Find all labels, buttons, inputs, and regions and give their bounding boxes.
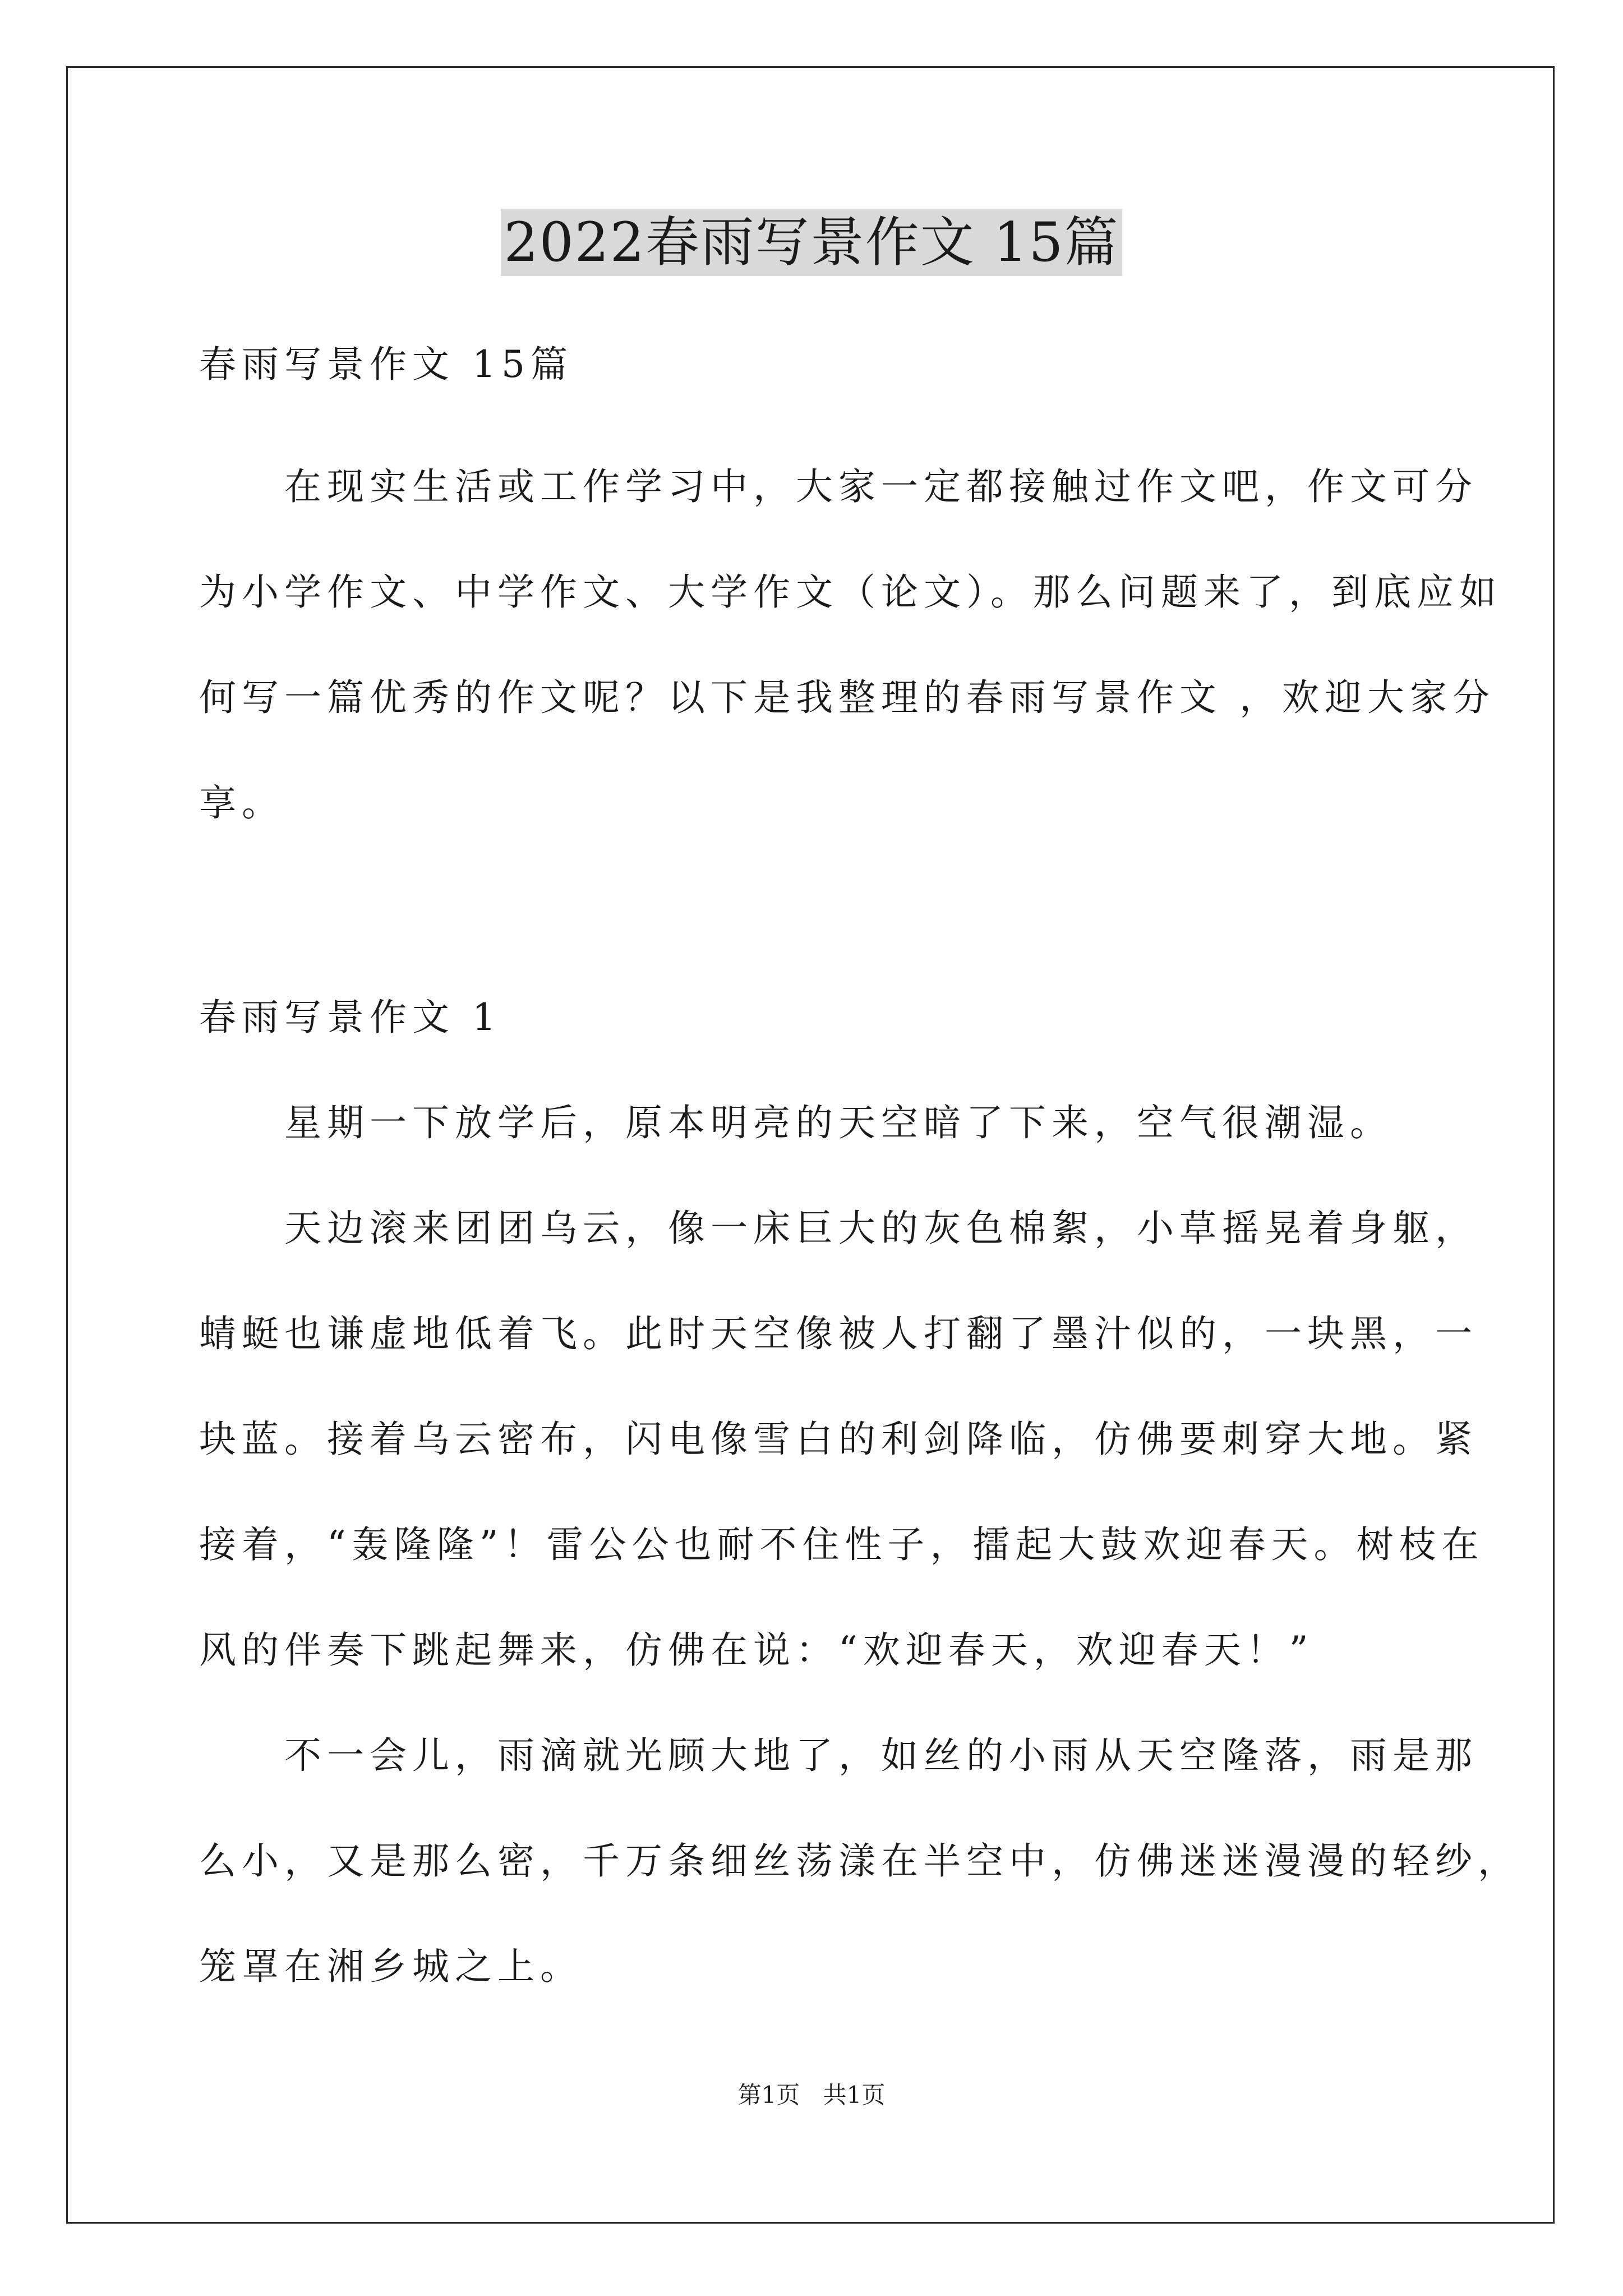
subtitle: 春雨写景作文 15篇 <box>199 343 573 386</box>
intro-line: 为小学作文、中学作文、大学作文（论文）。那么问题来了，到底应如 <box>199 570 1502 614</box>
body-line: 接着，“轰隆隆”！雷公公也耐不住性子，擂起大鼓欢迎春天。树枝在 <box>199 1523 1484 1566</box>
section-heading: 春雨写景作文 1 <box>199 996 501 1039</box>
page-number-total: 共1页 <box>823 2081 886 2109</box>
intro-line: 在现实生活或工作学习中，大家一定都接触过作文吧，作文可分 <box>199 465 1478 508</box>
body-line: 星期一下放学后，原本明亮的天空暗了下来，空气很潮湿。 <box>199 1101 1393 1144</box>
body-line: 天边滚来团团乌云，像一床巨大的灰色棉絮，小草摇晃着身躯， <box>199 1207 1478 1250</box>
subtitle-block <box>199 312 1450 417</box>
document-title <box>0 203 1623 282</box>
body-line: 风的伴奏下跳起舞来，仿佛在说：“欢迎春天，欢迎春天！” <box>199 1628 1314 1672</box>
intro-line: 享。 <box>199 781 284 825</box>
page-number-current: 第1页 <box>737 2081 800 2109</box>
intro-line: 何写一篇优秀的作文呢？以下是我整理的春雨写景作文 ，欢迎大家分 <box>199 676 1495 719</box>
body-line: 笼罩在湘乡城之上。 <box>199 1945 583 1988</box>
page-footer <box>0 2078 1623 2112</box>
body-line: 块蓝。接着乌云密布，闪电像雪白的利剑降临，仿佛要刺穿大地。紧 <box>199 1418 1478 1461</box>
body-line: 不一会儿，雨滴就光顾大地了，如丝的小雨从天空隆落，雨是那 <box>199 1734 1478 1777</box>
section-heading-block <box>199 965 1450 1070</box>
body-line: 么小，又是那么密，千万条细丝荡漾在半空中，仿佛迷迷漫漫的轻纱， <box>199 1839 1520 1883</box>
intro-paragraph <box>199 434 1502 856</box>
body-paragraphs <box>199 1070 1520 2019</box>
document-title-text: 2022春雨写景作文 15篇 <box>501 209 1123 276</box>
body-line: 蜻蜓也谦虚地低着飞。此时天空像被人打翻了墨汁似的，一块黑，一 <box>199 1312 1478 1355</box>
